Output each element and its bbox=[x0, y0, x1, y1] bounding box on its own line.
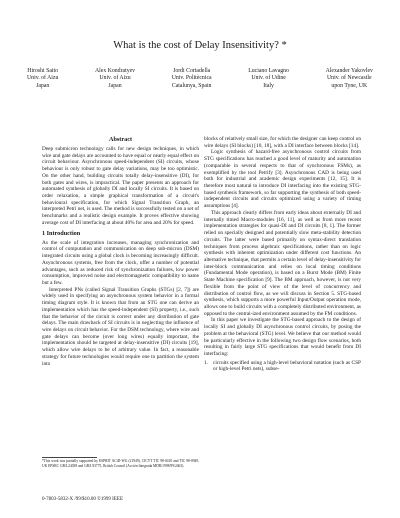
intro-paragraph: As the scale of integration increases, managing synchronization and control of computation and communication on deep sub-micron (DSM) integrated circuits using a global clock is becoming increasingly difficult. Asynchronous systems, free from the clock, offer a number of potential advantages, such as reduced risk of synchronization failures, low power consumption, improved noise and electromagnetic compatibility to name but a few. bbox=[42, 239, 199, 286]
body-paragraph: Logic synthesis of hazard-free asynchronous control circuits from STG specifications has reached a good level of maturity and automation (comparable in several respects to that of synchronous FSMs), as exemplified by the tool Petrify [3]. Asynchronous CAD is being used both for industrial and academic design experiments [12, 15]. It is therefore most natural to introduce DI interfacing into the existing STG-based synthesis framework, so far supporting the synthesis of both speed-independent circuits and circuits optimized using a variety of timing assumptions [4]. bbox=[204, 149, 361, 210]
author-affiliation: Univ. Politècnica bbox=[171, 75, 212, 82]
author-list bbox=[27, 68, 373, 90]
list-item-number: 1. bbox=[204, 359, 208, 366]
author-block bbox=[326, 68, 373, 90]
body-paragraph: This approach clearly differs from early ideas about externally DI and internally timed Macro-modules [16, 11], as well as from more recent implementation strategies for quasi-DI and DI circuits [8, 1]. The former relied on specially designed and potentially slow meta-stability detection circuits. The latter were based primarily on syntax-direct translation techniques from process algebraic specifications, rather than on logic synthesis with inherent optimization under different cost functions. An alternative technique, that permits a certain level of delay-insensitivity for inter-block communication and relies on local timing conditions (Fundamental Mode operation), is based on a Burst Mode (BM) Finite State Machine specification [9]. The BM approach, however, is not very flexible from the point of view of the level of concurrency and distribution of control flow, as we will discuss in Section 5. STG-based synthesis, which supports a more powerful Input/Output operation mode, allows one to build circuits with a completely distributed environment, as opposed to the central-ized environment assumed by the FM conditions. bbox=[204, 209, 361, 317]
author-affiliation: Univ. of Aizu bbox=[99, 75, 131, 82]
author-affiliation: Univ. of Newcastle bbox=[327, 75, 372, 82]
author-location: Catalunya, Spain bbox=[171, 82, 212, 89]
copyright-line: 0-7803-5832-X /99/$10.00 ©1999 IEEE bbox=[42, 497, 124, 502]
author-name: Hiroshi Saito bbox=[27, 68, 59, 74]
author-location: Italy bbox=[263, 82, 274, 89]
right-column bbox=[204, 136, 361, 373]
scenario-list bbox=[204, 360, 361, 373]
body-paragraph: In this paper we investigate the STG-based approach to the design of locally SI and globally DI asynchronous control circuits, by posing the problem at the behavioral (STG) level. We believe that our method would be particularly effective in the following two design flow scenarios, both resulting in fairly large STG specifications that would benefit from DI interfacing: bbox=[204, 317, 361, 357]
author-affiliation: Univ. of Aizu bbox=[27, 75, 59, 82]
author-location: upon Tyne, UK bbox=[331, 82, 368, 89]
left-column bbox=[42, 136, 199, 367]
author-location: Japan bbox=[108, 82, 122, 89]
author-name: Alex Kondratyev bbox=[94, 68, 136, 74]
intro-paragraph: Interpreted PNs (called Signal Transition Graphs (STGs) [2, 7]) are widely used in specifying an asynchronous system behavior in a formal timing diagram style. It is known that from an STG one can derive an implementation which has the speed-independent (SI) property, i.e., such that the behavior of the circuit is correct under any distribution of gate delays. The main drawback of SI circuits is in neglecting the influence of wire delays on circuit behavior. For the DSM technology, where wire and gate delays can become (over long wires) equally important, the implementation should be targeted at delay-insensitive (DI) circuits [19], which allow wire delays to be of arbitrary value. In fact, a reasonable strategy for future technologies would require one to partition the system into bbox=[42, 286, 199, 367]
author-name: Alexander Yakovlev bbox=[325, 68, 373, 74]
author-block bbox=[95, 68, 135, 90]
abstract-text: Deep submicron technology calls for new design techniques, in which wire and gate delays are accounted to have equal or nearly equal effect on circuit behaviour. Asynchronous speed-independent (SI) circuits, whose behaviour is only robust to gate delay variations, may be too optimistic. On the other hand, building circuits totally delay-insensitive (DI), for both gates and wires, is impractical. The paper presents an approach for automated synthesis of globally DI and locally SI circuits. It is based on order relaxation, a simple graphical transformation of a circuit's behavioural specification, for which Signal Transition Graph, an interpreted Petri net, is used. The method is successfully tested on a set of benchmarks and a realistic design example. It proves effective showing average cost of DI interfacing at about 40% for area and 20% for speed. bbox=[42, 146, 199, 226]
author-name: Luciano Lavagno bbox=[248, 68, 289, 74]
author-affiliation: Univ. of Udine bbox=[251, 75, 286, 82]
author-block bbox=[248, 68, 289, 90]
author-name: Jordi Cortadella bbox=[173, 68, 211, 74]
list-item bbox=[204, 360, 361, 373]
abstract-heading: Abstract bbox=[108, 136, 133, 143]
footnote: *This work was partially supported by ESPRIT ACiD-WG (21949), CICYT TIC 98-0410 and TIC 98-0949, UK EPSRC GR/L24038 and GR/L93775, British Council (Acción Integrada MDR/1998/99/2463). bbox=[42, 459, 199, 468]
author-block bbox=[27, 68, 58, 90]
section-heading-introduction: 1 Introduction bbox=[42, 229, 81, 237]
author-block bbox=[172, 68, 212, 90]
list-item-text: circuits specified using a high-level behavioral notation (such as CSP or high-level Petri nets), subse- bbox=[213, 359, 361, 373]
body-paragraph: blocks of relatively small size, for which the designer can keep control on wire delays (SI blocks) [10, 18], with a DI interface between blocks [14]. bbox=[204, 136, 361, 149]
author-location: Japan bbox=[36, 82, 50, 89]
paper-title: What is the cost of Delay Insensitivity? * bbox=[113, 40, 287, 51]
footnote-divider bbox=[42, 457, 97, 458]
